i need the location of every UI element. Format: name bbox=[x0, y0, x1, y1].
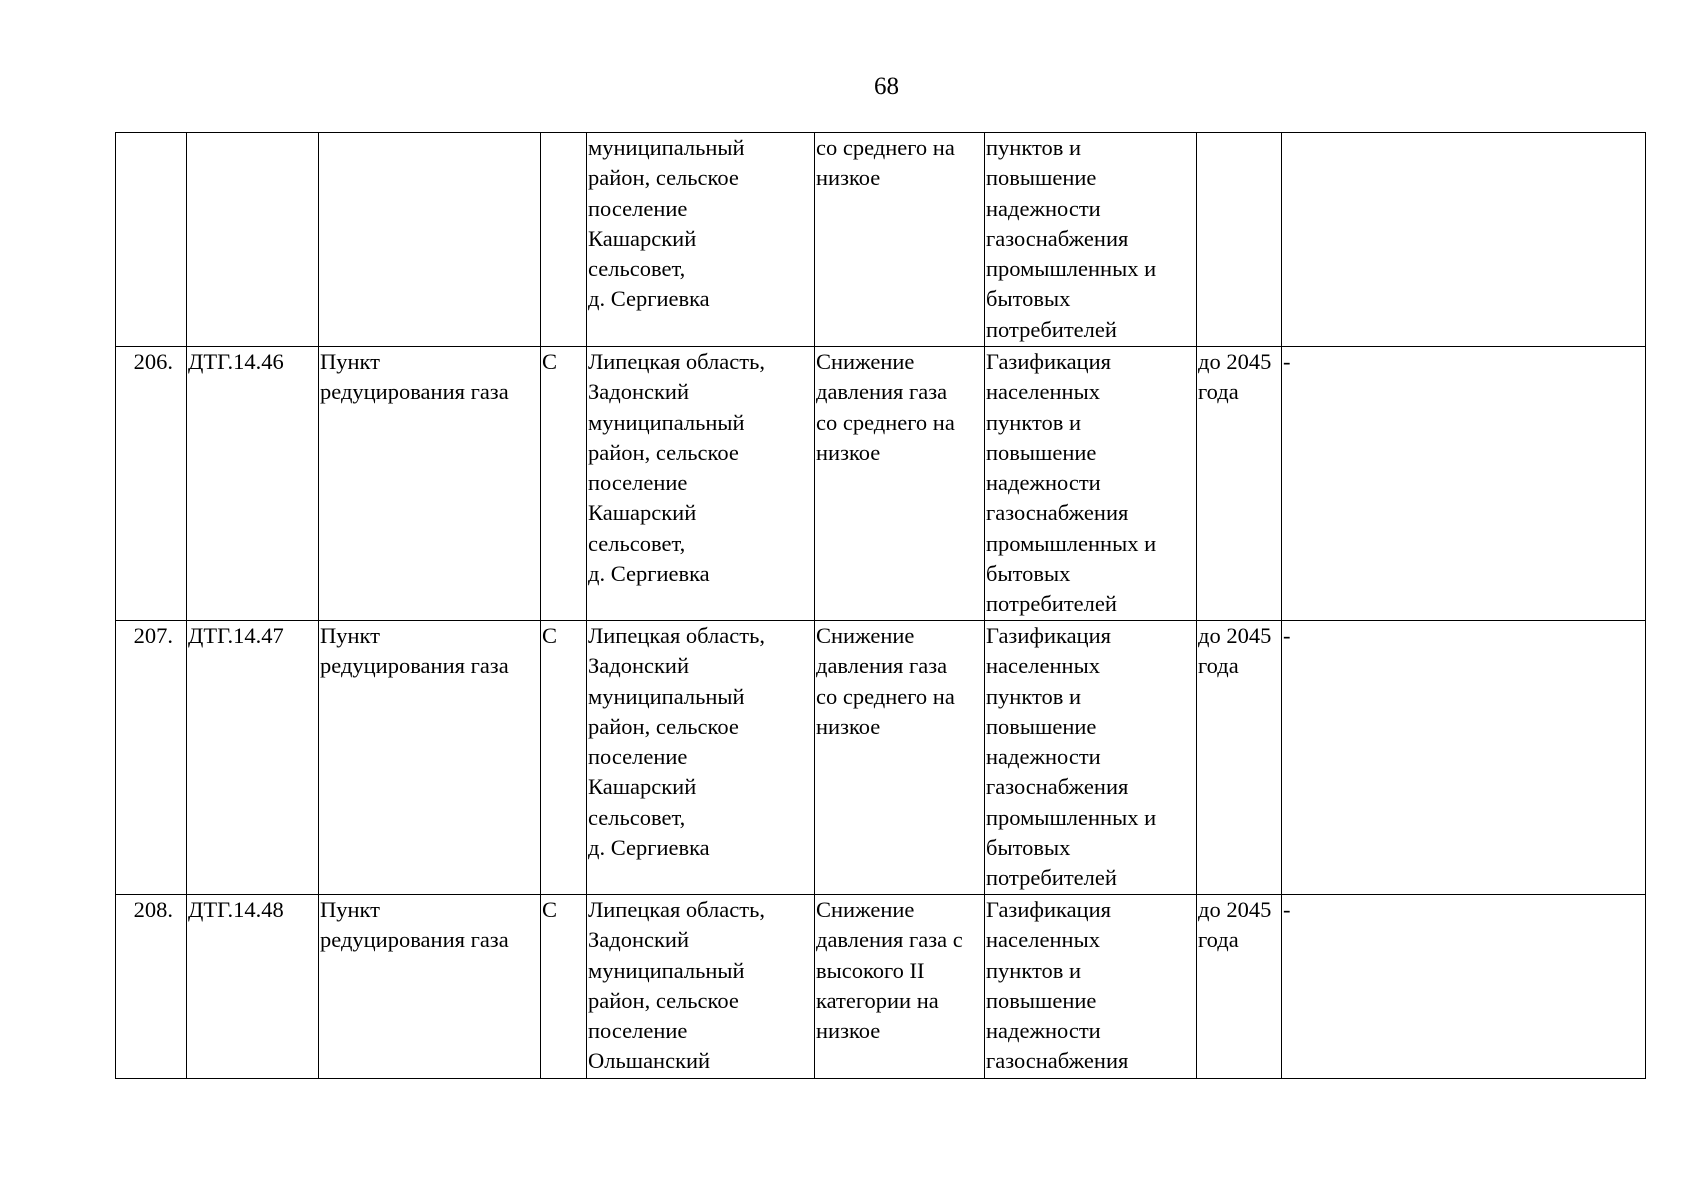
deadline-cell bbox=[1197, 133, 1282, 347]
table-row bbox=[116, 133, 1646, 347]
purpose-cell: пунктов и повышение надежности газоснабжения промышленных и бытовых потребителей bbox=[985, 133, 1197, 347]
deadline-cell: до 2045 года bbox=[1197, 895, 1282, 1079]
status-cell: С bbox=[541, 347, 587, 621]
row-number-cell: 206. bbox=[116, 347, 187, 621]
row-number-cell bbox=[116, 133, 187, 347]
purpose-cell: Газификация населенных пунктов и повышение надежности газоснабжения промышленных и бытовых потребителей bbox=[985, 347, 1197, 621]
row-number-cell: 208. bbox=[116, 895, 187, 1079]
status-cell bbox=[541, 133, 587, 347]
deadline-cell: до 2045 года bbox=[1197, 347, 1282, 621]
object-name-cell bbox=[319, 133, 541, 347]
characteristic-cell: со среднего на низкое bbox=[815, 133, 985, 347]
object-code-cell: ДТГ.14.47 bbox=[187, 621, 319, 895]
status-cell: С bbox=[541, 895, 587, 1079]
object-code-cell: ДТГ.14.48 bbox=[187, 895, 319, 1079]
page-number: 68 bbox=[874, 73, 899, 100]
object-name-cell: Пункт редуцирования газа bbox=[319, 895, 541, 1079]
row-number-cell: 207. bbox=[116, 621, 187, 895]
status-cell: С bbox=[541, 621, 587, 895]
object-name-cell: Пункт редуцирования газа bbox=[319, 621, 541, 895]
location-cell: муниципальный район, сельское поселение Кашарский сельсовет, д. Сергиевка bbox=[587, 133, 815, 347]
objects-table bbox=[115, 132, 1646, 1079]
deadline-cell: до 2045 года bbox=[1197, 621, 1282, 895]
characteristic-cell: Снижение давления газа со среднего на низкое bbox=[815, 621, 985, 895]
object-code-cell: ДТГ.14.46 bbox=[187, 347, 319, 621]
characteristic-cell: Снижение давления газа со среднего на низкое bbox=[815, 347, 985, 621]
zone-cell: - bbox=[1282, 621, 1646, 895]
location-cell: Липецкая область, Задонский муниципальный район, сельское поселение Кашарский сельсовет, д. Сергиевка bbox=[587, 347, 815, 621]
location-cell: Липецкая область, Задонский муниципальный район, сельское поселение Кашарский сельсовет, д. Сергиевка bbox=[587, 621, 815, 895]
location-cell: Липецкая область, Задонский муниципальный район, сельское поселение Ольшанский bbox=[587, 895, 815, 1079]
purpose-cell: Газификация населенных пунктов и повышение надежности газоснабжения bbox=[985, 895, 1197, 1079]
characteristic-cell: Снижение давления газа с высокого II категории на низкое bbox=[815, 895, 985, 1079]
table-row bbox=[116, 621, 1646, 895]
table-row bbox=[116, 895, 1646, 1079]
table-row bbox=[116, 347, 1646, 621]
object-name-cell: Пункт редуцирования газа bbox=[319, 347, 541, 621]
object-code-cell bbox=[187, 133, 319, 347]
zone-cell: - bbox=[1282, 895, 1646, 1079]
purpose-cell: Газификация населенных пунктов и повышение надежности газоснабжения промышленных и бытовых потребителей bbox=[985, 621, 1197, 895]
zone-cell bbox=[1282, 133, 1646, 347]
zone-cell: - bbox=[1282, 347, 1646, 621]
